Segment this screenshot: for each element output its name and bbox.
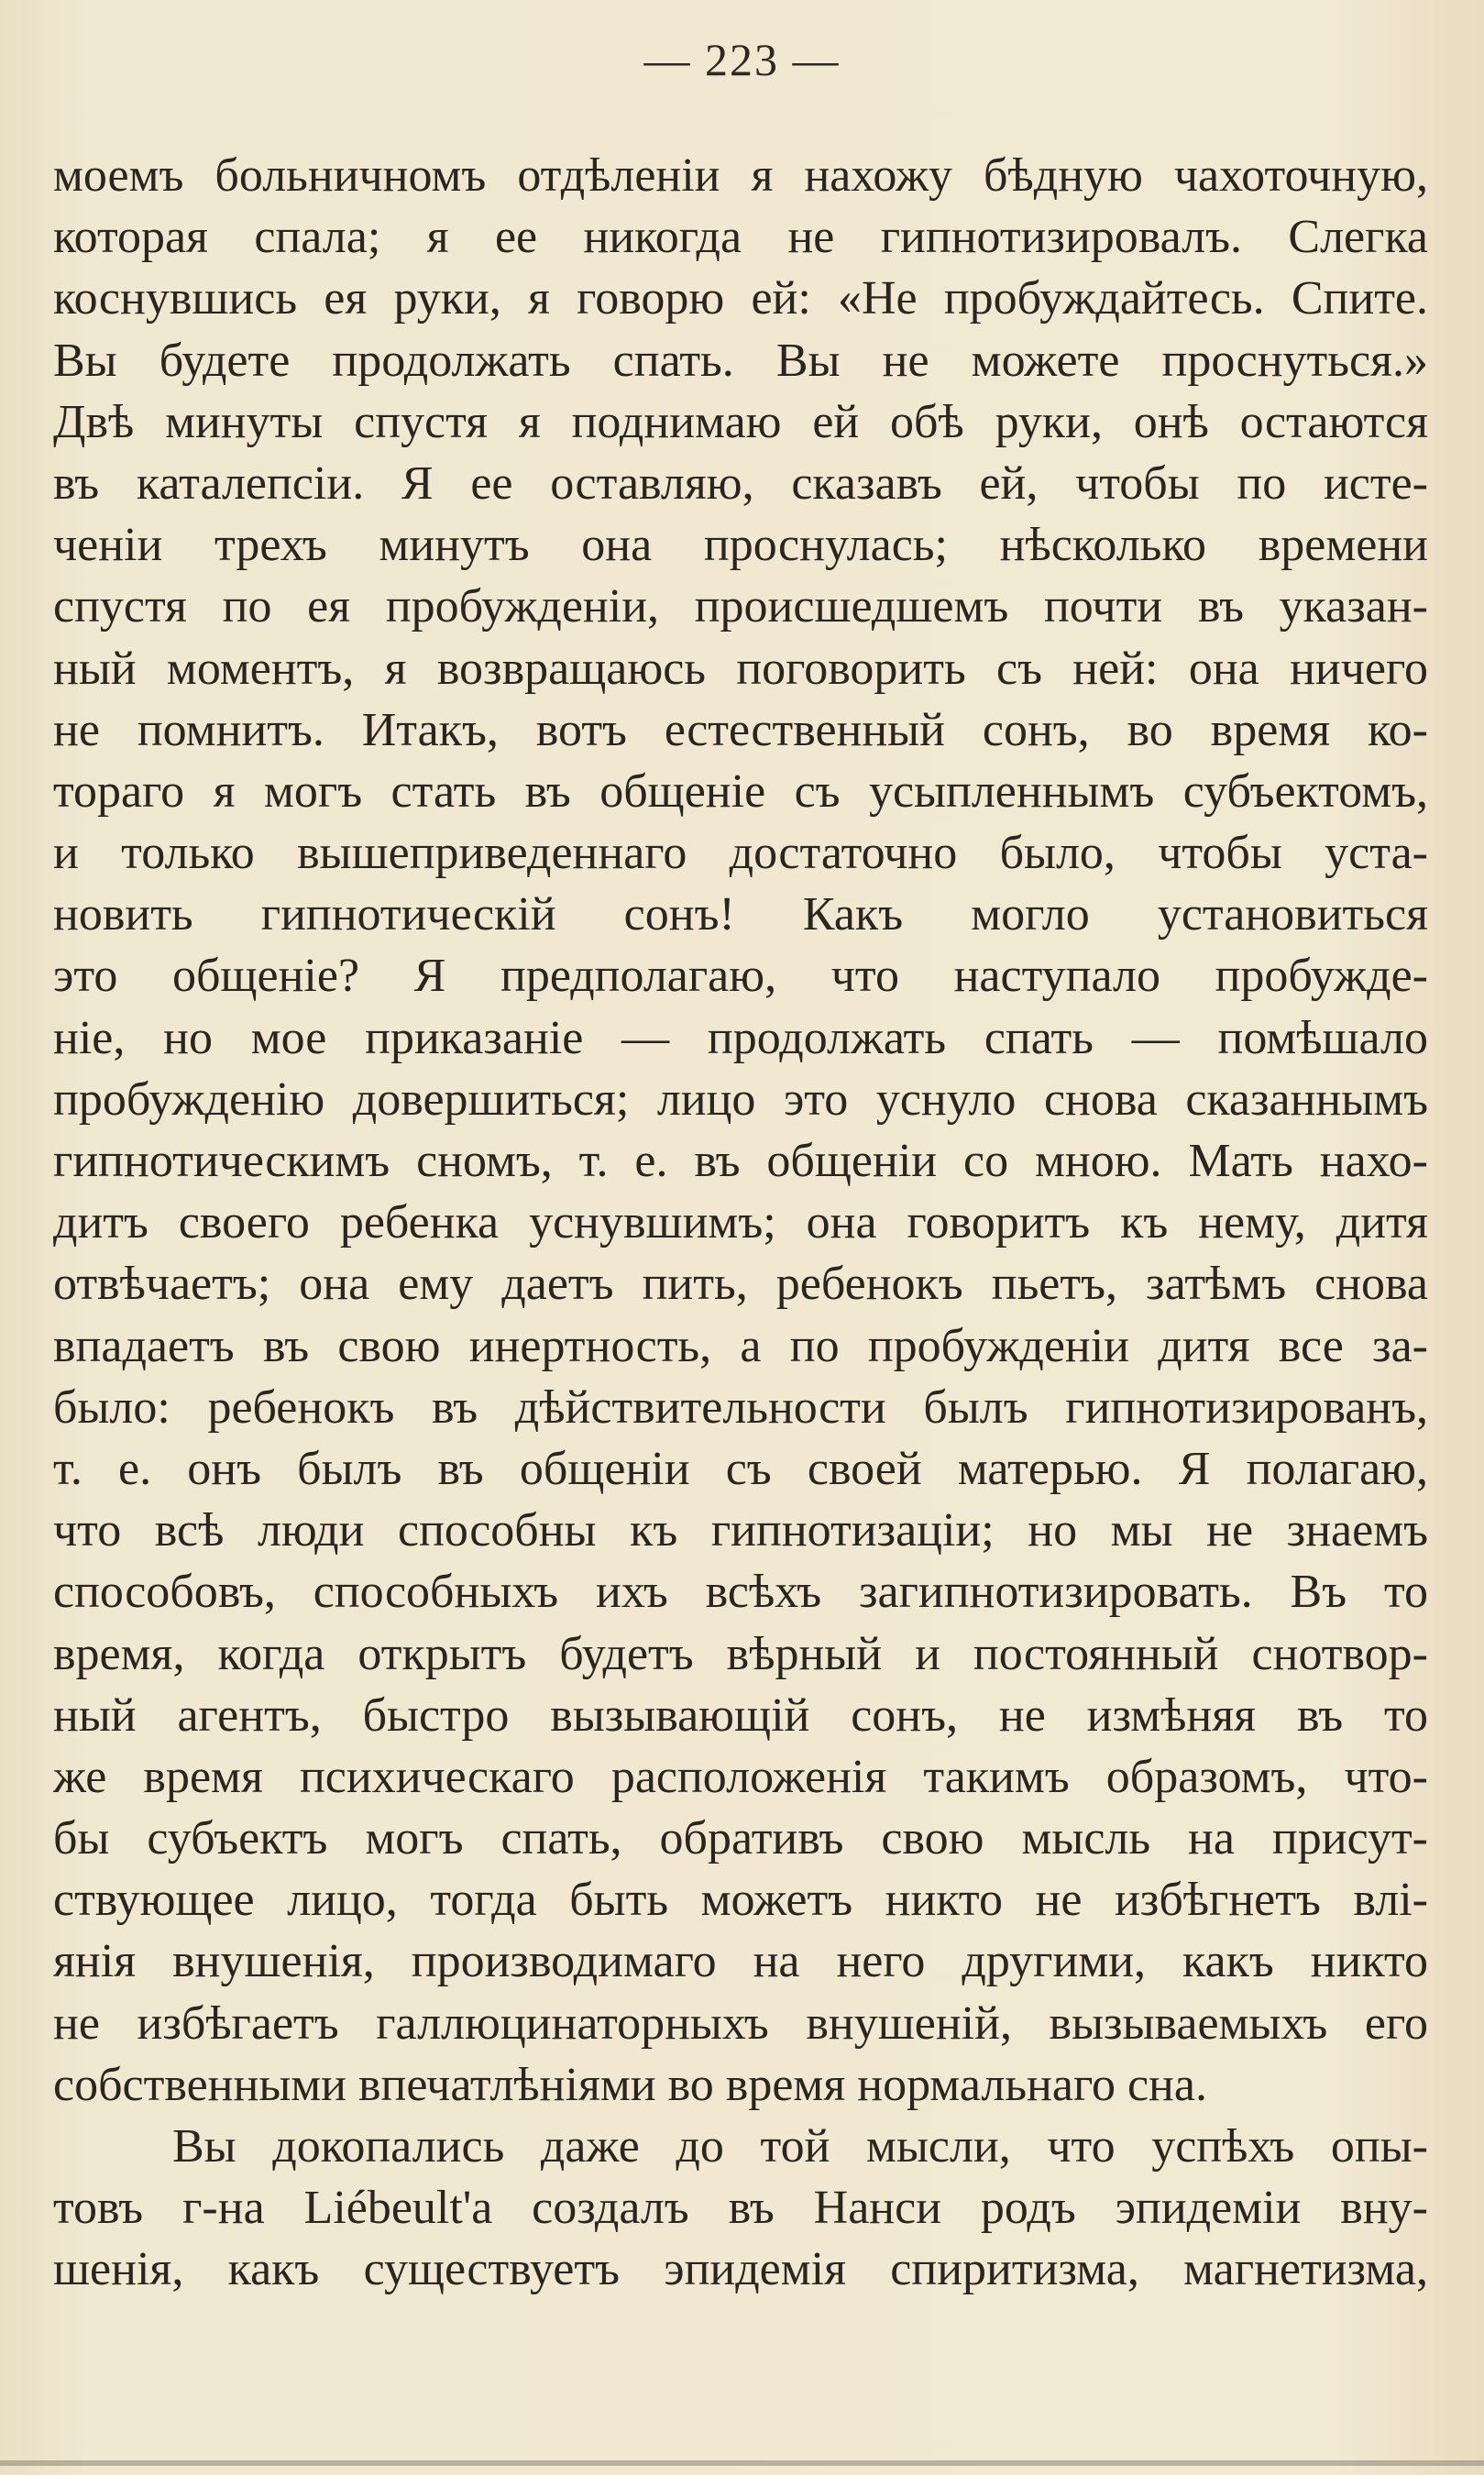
page-bottom-edge <box>0 2460 1484 2466</box>
text-line: время, когда открытъ будетъ вѣрный и постоянный снотвор- <box>53 1627 1428 1680</box>
text-line: отвѣчаетъ; она ему даетъ пить, ребенокъ пьетъ, затѣмъ снова <box>53 1258 1428 1311</box>
text-line: и только вышеприведеннаго достаточно было, чтобы уста- <box>53 827 1428 880</box>
text-line: дитъ своего ребенка уснувшимъ; она говоритъ къ нему, дитя <box>53 1196 1428 1249</box>
text-line: не избѣгаетъ галлюцинаторныхъ внушеній, вызываемыхъ его <box>53 1996 1428 2050</box>
text-line: ніе, но мое приказаніе — продолжать спать — помѣшало <box>53 1011 1428 1064</box>
text-line: собственными впечатлѣніями во время нормальнаго сна. <box>53 2058 1207 2111</box>
text-line: это общеніе? Я предполагаю, что наступало пробужде- <box>53 950 1428 1003</box>
text-line: моемъ больничномъ отдѣленіи я нахожу бѣдную чахоточную, <box>53 149 1428 202</box>
text-line: ный агентъ, быстро вызывающій сонъ, не измѣняя въ то <box>53 1688 1428 1742</box>
text-line: Вы будете продолжать спать. Вы не можете проснуться.» <box>53 334 1428 387</box>
text-line: ный моментъ, я возвращаюсь поговорить съ ней: она ничего <box>53 642 1428 695</box>
text-line: тораго я могъ стать въ общеніе съ усыпленнымъ субъектомъ, <box>53 764 1428 818</box>
text-line: же время психическаго расположенія такимъ образомъ, что- <box>53 1750 1428 1803</box>
text-line: Вы докопались даже до той мысли, что успѣхъ опы- <box>172 2120 1428 2172</box>
text-line: было: ребенокъ въ дѣйствительности былъ гипнотизированъ, <box>53 1380 1428 1434</box>
text-line: т. е. онъ былъ въ общеніи съ своей матерью. Я полагаю, <box>53 1442 1428 1495</box>
text-line: ствующее лицо, тогда быть можетъ никто не избѣгнетъ влі- <box>53 1874 1428 1927</box>
body-text <box>53 145 1428 2301</box>
text-line: ченіи трехъ минутъ она проснулась; нѣсколько времени <box>53 519 1428 572</box>
text-line: товъ г-на Liébeult'а создалъ въ Нанси родъ эпидеміи вну- <box>53 2182 1428 2235</box>
text-line: пробужденію довершиться; лицо это уснуло снова сказаннымъ <box>53 1072 1428 1126</box>
text-line: которая спала; я ее никогда не гипнотизировалъ. Слегка <box>53 211 1428 264</box>
text-line: спустя по ея пробужденіи, происшедшемъ почти въ указан- <box>53 580 1428 633</box>
text-line: шенія, какъ существуетъ эпидемія спиритизма, магнетизма, <box>53 2243 1428 2296</box>
text-line: въ каталепсіи. Я ее оставляю, сказавъ ей, чтобы по исте- <box>53 456 1428 510</box>
text-line: бы субъектъ могъ спать, обративъ свою мысль на присут- <box>53 1812 1428 1865</box>
text-line: гипнотическимъ сномъ, т. е. въ общеніи со мною. Мать нахо- <box>53 1135 1428 1187</box>
text-line: Двѣ минуты спустя я поднимаю ей обѣ руки, онѣ остаются <box>53 395 1428 448</box>
text-line: впадаетъ въ свою инертность, а по пробужденіи дитя все за- <box>53 1319 1428 1372</box>
text-line: что всѣ люди способны къ гипнотизаціи; но мы не знаемъ <box>53 1504 1428 1557</box>
text-line: коснувшись ея руки, я говорю ей: «Не пробуждайтесь. Спите. <box>53 272 1428 325</box>
page-number: — 223 — <box>643 34 841 85</box>
text-line: способовъ, способныхъ ихъ всѣхъ загипнотизировать. Въ то <box>53 1566 1428 1619</box>
text-line: новить гипнотическій сонъ! Какъ могло установиться <box>53 888 1428 941</box>
text-line: не помнитъ. Итакъ, вотъ естественный сонъ, во время ко- <box>53 703 1428 756</box>
text-line: янія внушенія, производимаго на него другими, какъ никто <box>53 1935 1428 1988</box>
